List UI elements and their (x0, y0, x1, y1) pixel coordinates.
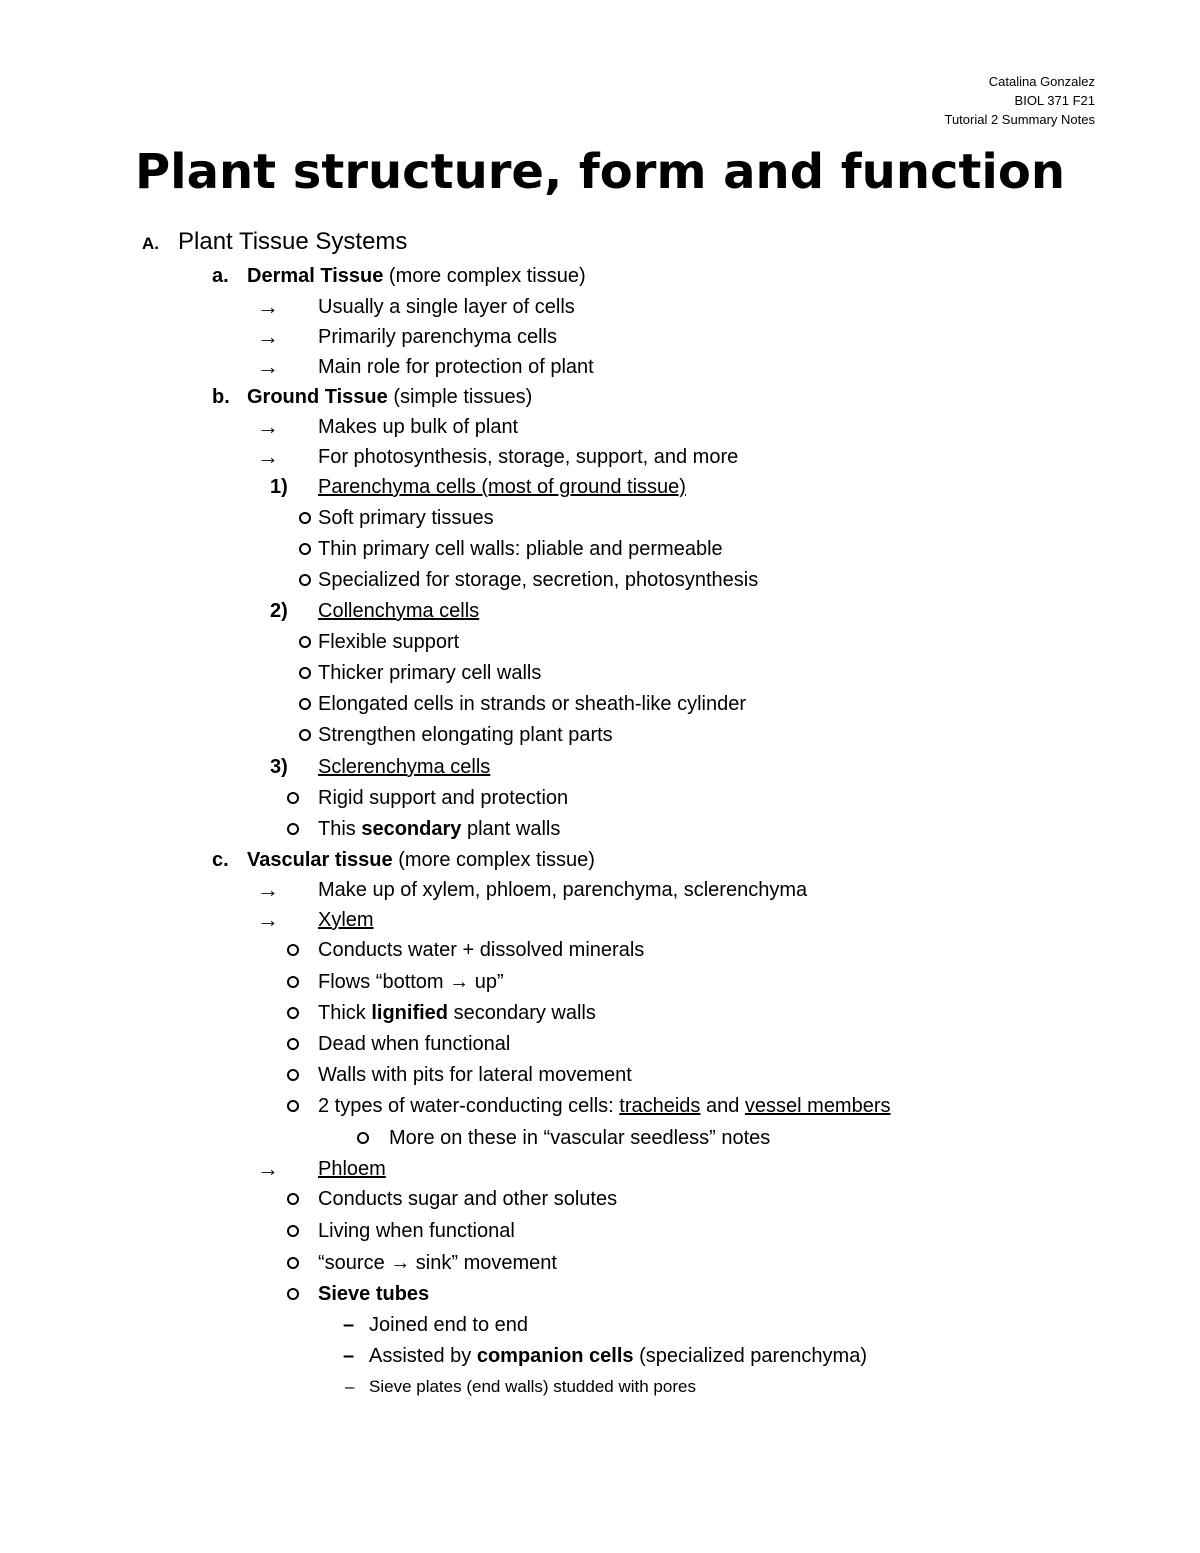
arrow-icon: → (257, 324, 279, 349)
dash-bullet-icon: – (343, 1345, 355, 1367)
dash-bullet-icon: – (345, 1377, 355, 1396)
list-item: Thick lignified secondary walls (318, 1002, 596, 1024)
list-item: This secondary plant walls (318, 818, 561, 840)
section-heading: Plant Tissue Systems (178, 228, 408, 255)
vascular-marker: c. (212, 849, 229, 871)
list-item: Joined end to end (369, 1314, 529, 1336)
circle-bullet-icon (299, 691, 311, 717)
sieve-tubes-heading: Sieve tubes (318, 1283, 430, 1305)
circle-bullet-icon (287, 1218, 299, 1244)
list-item: Thin primary cell walls: pliable and permeable (318, 538, 723, 560)
ground-name: Ground Tissue (247, 386, 388, 408)
document-header (944, 72, 1095, 129)
list-item: Flexible support (318, 631, 460, 653)
course-code: BIOL 371 F21 (1014, 93, 1095, 108)
list-item: Soft primary tissues (318, 507, 494, 529)
note-label: Tutorial 2 Summary Notes (944, 112, 1095, 127)
list-item: More on these in “vascular seedless” notes (389, 1127, 771, 1149)
circle-bullet-icon (287, 1031, 299, 1057)
circle-bullet-icon (287, 1281, 299, 1307)
circle-bullet-icon (287, 1093, 299, 1119)
list-item: Makes up bulk of plant (318, 416, 519, 438)
xylem-heading: Xylem (318, 909, 374, 931)
circle-bullet-icon (287, 1062, 299, 1088)
vascular-heading (247, 847, 595, 873)
collenchyma-heading: Collenchyma cells (318, 600, 480, 622)
list-item: Rigid support and protection (318, 787, 569, 809)
collenchyma-marker: 2) (270, 600, 288, 622)
dash-bullet-icon: – (343, 1314, 355, 1336)
dermal-desc: (more complex tissue) (383, 265, 586, 287)
list-item: Sieve plates (end walls) studded with pores (369, 1377, 696, 1396)
parenchyma-heading: Parenchyma cells (most of ground tissue) (318, 476, 686, 498)
circle-bullet-icon (287, 816, 299, 842)
sclerenchyma-marker: 3) (270, 756, 288, 778)
arrow-icon: → (257, 1156, 279, 1181)
page-title: Plant structure, form and function (134, 144, 1066, 200)
arrow-icon: → (257, 354, 279, 379)
sclerenchyma-heading: Sclerenchyma cells (318, 756, 491, 778)
arrow-icon: → (257, 877, 279, 902)
ground-marker: b. (212, 386, 230, 408)
list-item: Conducts sugar and other solutes (318, 1188, 618, 1210)
circle-bullet-icon (299, 722, 311, 748)
list-item: Dead when functional (318, 1033, 511, 1055)
arrow-icon: → (257, 414, 279, 439)
ground-desc: (simple tissues) (387, 386, 533, 408)
vascular-name: Vascular tissue (247, 849, 393, 871)
list-item: For photosynthesis, storage, support, and more (318, 446, 739, 468)
arrow-icon: → (257, 294, 279, 319)
list-item: Living when functional (318, 1220, 515, 1242)
circle-bullet-icon (287, 1186, 299, 1212)
circle-bullet-icon (357, 1125, 369, 1151)
list-item: Strengthen elongating plant parts (318, 724, 613, 746)
list-item: Walls with pits for lateral movement (318, 1064, 632, 1086)
circle-bullet-icon (287, 785, 299, 811)
section-marker: A. (142, 234, 159, 253)
circle-bullet-icon (287, 1000, 299, 1026)
list-item: “source → sink” movement (318, 1252, 557, 1274)
ground-heading (247, 384, 532, 410)
circle-bullet-icon (287, 969, 299, 995)
circle-bullet-icon (299, 536, 311, 562)
list-item: 2 types of water-conducting cells: tracheids and vessel members (318, 1095, 891, 1117)
list-item: Primarily parenchyma cells (318, 326, 557, 348)
list-item: Make up of xylem, phloem, parenchyma, sclerenchyma (318, 879, 808, 901)
list-item: Conducts water + dissolved minerals (318, 939, 645, 961)
list-item: Assisted by companion cells (specialized parenchyma) (369, 1345, 867, 1367)
dermal-heading (247, 263, 586, 289)
dermal-name: Dermal Tissue (247, 265, 384, 287)
arrow-icon: → (257, 907, 279, 932)
circle-bullet-icon (287, 937, 299, 963)
circle-bullet-icon (299, 660, 311, 686)
list-item: Usually a single layer of cells (318, 296, 575, 318)
list-item: Specialized for storage, secretion, photosynthesis (318, 569, 759, 591)
list-item: Elongated cells in strands or sheath-like cylinder (318, 693, 746, 715)
circle-bullet-icon (299, 629, 311, 655)
vascular-desc: (more complex tissue) (392, 849, 595, 871)
author-name: Catalina Gonzalez (988, 74, 1095, 89)
circle-bullet-icon (287, 1250, 299, 1276)
list-item: Flows “bottom → up” (318, 971, 504, 993)
dermal-marker: a. (212, 265, 229, 287)
circle-bullet-icon (299, 567, 311, 593)
phloem-heading: Phloem (318, 1158, 386, 1180)
arrow-icon: → (257, 444, 279, 469)
circle-bullet-icon (299, 505, 311, 531)
list-item: Main role for protection of plant (318, 356, 594, 378)
arrow-icon: → (449, 971, 470, 993)
list-item: Thicker primary cell walls (318, 662, 542, 684)
arrow-icon: → (390, 1252, 411, 1274)
parenchyma-marker: 1) (270, 476, 288, 498)
